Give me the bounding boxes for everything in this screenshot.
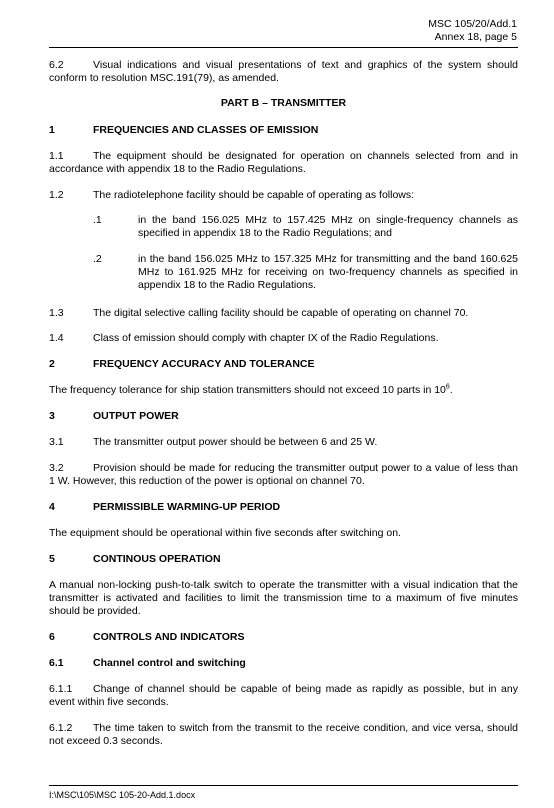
paragraph-1-1	[49, 150, 518, 176]
paragraph-number: 6.1.2	[49, 722, 73, 734]
section-number: 2	[49, 358, 55, 370]
paragraph-text: The equipment should be designated for operation on channels selected from and in accordance with appendix 18 to the Radio Regulations.	[49, 150, 518, 175]
part-b-heading: PART B – TRANSMITTER	[220, 97, 347, 109]
section-number: 4	[49, 501, 55, 513]
paragraph-6-1-2	[49, 722, 518, 748]
section-5-heading	[49, 553, 518, 566]
paragraph-6-1-1	[49, 683, 518, 709]
paragraph-number: 1.3	[49, 307, 64, 319]
paragraph-text: The digital selective calling facility should be capable of operating on channel 70.	[93, 307, 469, 319]
paragraph-1-4	[49, 332, 518, 345]
exponent: 6	[445, 383, 450, 391]
paragraph-text: The time taken to switch from the transmit to the receive condition, and vice versa, should not exceed 0.3 seconds.	[49, 722, 518, 747]
section-title: Channel control and switching	[93, 657, 246, 669]
section-2-heading	[49, 358, 518, 371]
paragraph-number: 3.2	[49, 462, 64, 474]
paragraph-end: .	[449, 384, 453, 396]
section-title: CONTROLS AND INDICATORS	[93, 631, 245, 643]
section-title: OUTPUT POWER	[93, 410, 179, 422]
paragraph-text: The radiotelephone facility should be capable of operating as follows:	[93, 189, 415, 201]
list-item-text: in the band 156.025 MHz to 157.325 MHz for transmitting and the band 160.625 MHz to 161.925 MHz for receiving on two-frequency channels as specified in appendix 18 to the Radio Regulations.	[138, 253, 518, 291]
paragraph-5	[49, 579, 518, 618]
paragraph-number: 1.1	[49, 150, 64, 162]
list-item-1-2-2	[93, 253, 518, 292]
paragraph-text: A manual non-locking push-to-talk switch to operate the transmitter with a visual indication that the transmitter is activated and facilities to limit the transmission time to a maximum of five minutes should be provided.	[49, 579, 518, 617]
section-number: 3	[49, 410, 55, 422]
paragraph-text: Visual indications and visual presentations of text and graphics of the system should conform to resolution MSC.191(79), as amended.	[49, 59, 518, 84]
paragraph-text: The transmitter output power should be between 6 and 25 W.	[93, 436, 378, 448]
section-number: 1	[49, 124, 55, 136]
paragraph-number: 6.2	[49, 59, 64, 71]
paragraph-text: Class of emission should comply with chapter IX of the Radio Regulations.	[93, 332, 439, 344]
section-number: 6	[49, 631, 55, 643]
section-1-heading	[49, 124, 518, 137]
subsection-6-1-heading	[49, 657, 518, 670]
paragraph-2	[49, 384, 518, 397]
header-page-ref: Annex 18, page 5	[434, 31, 517, 43]
paragraph-3-2	[49, 462, 518, 488]
paragraph-text: Provision should be made for reducing the transmitter output power to a value of less than 1 W. However, this reduction of the power is optional on channel 70.	[49, 462, 518, 487]
list-item-text: in the band 156.025 MHz to 157.425 MHz on single-frequency channels as specified in appendix 18 to the Radio Regulations; and	[138, 214, 518, 239]
paragraph-3-1	[49, 436, 518, 449]
paragraph-1-3	[49, 307, 518, 320]
section-3-heading	[49, 410, 518, 423]
section-title: PERMISSIBLE WARMING-UP PERIOD	[93, 501, 281, 513]
paragraph-text: Change of channel should be capable of being made as rapidly as possible, but in any event within five seconds.	[49, 683, 518, 708]
section-4-heading	[49, 501, 518, 514]
footer-file-path: I:\MSC\105\MSC 105-20-Add.1.docx	[49, 790, 196, 800]
footer-rule	[49, 785, 518, 786]
paragraph-4	[49, 527, 518, 540]
page-header	[428, 18, 517, 44]
section-number: 6.1	[49, 657, 64, 669]
header-doc-ref: MSC 105/20/Add.1	[428, 18, 517, 30]
section-number: 5	[49, 553, 55, 565]
paragraph-6-2	[49, 59, 518, 85]
section-6-heading	[49, 631, 518, 644]
header-rule	[49, 47, 518, 48]
paragraph-text: The equipment should be operational within five seconds after switching on.	[49, 527, 401, 539]
list-item-number: .2	[93, 253, 102, 265]
paragraph-number: 3.1	[49, 436, 64, 448]
paragraph-number: 1.4	[49, 332, 64, 344]
section-title: FREQUENCIES AND CLASSES OF EMISSION	[93, 124, 319, 136]
paragraph-number: 1.2	[49, 189, 64, 201]
list-item-1-2-1	[93, 214, 518, 240]
paragraph-1-2	[49, 189, 518, 202]
paragraph-number: 6.1.1	[49, 683, 73, 695]
list-item-number: .1	[93, 214, 102, 226]
section-title: FREQUENCY ACCURACY AND TOLERANCE	[93, 358, 315, 370]
paragraph-text: The frequency tolerance for ship station transmitters should not exceed 10 parts in 10	[49, 384, 446, 396]
section-title: CONTINOUS OPERATION	[93, 553, 221, 565]
